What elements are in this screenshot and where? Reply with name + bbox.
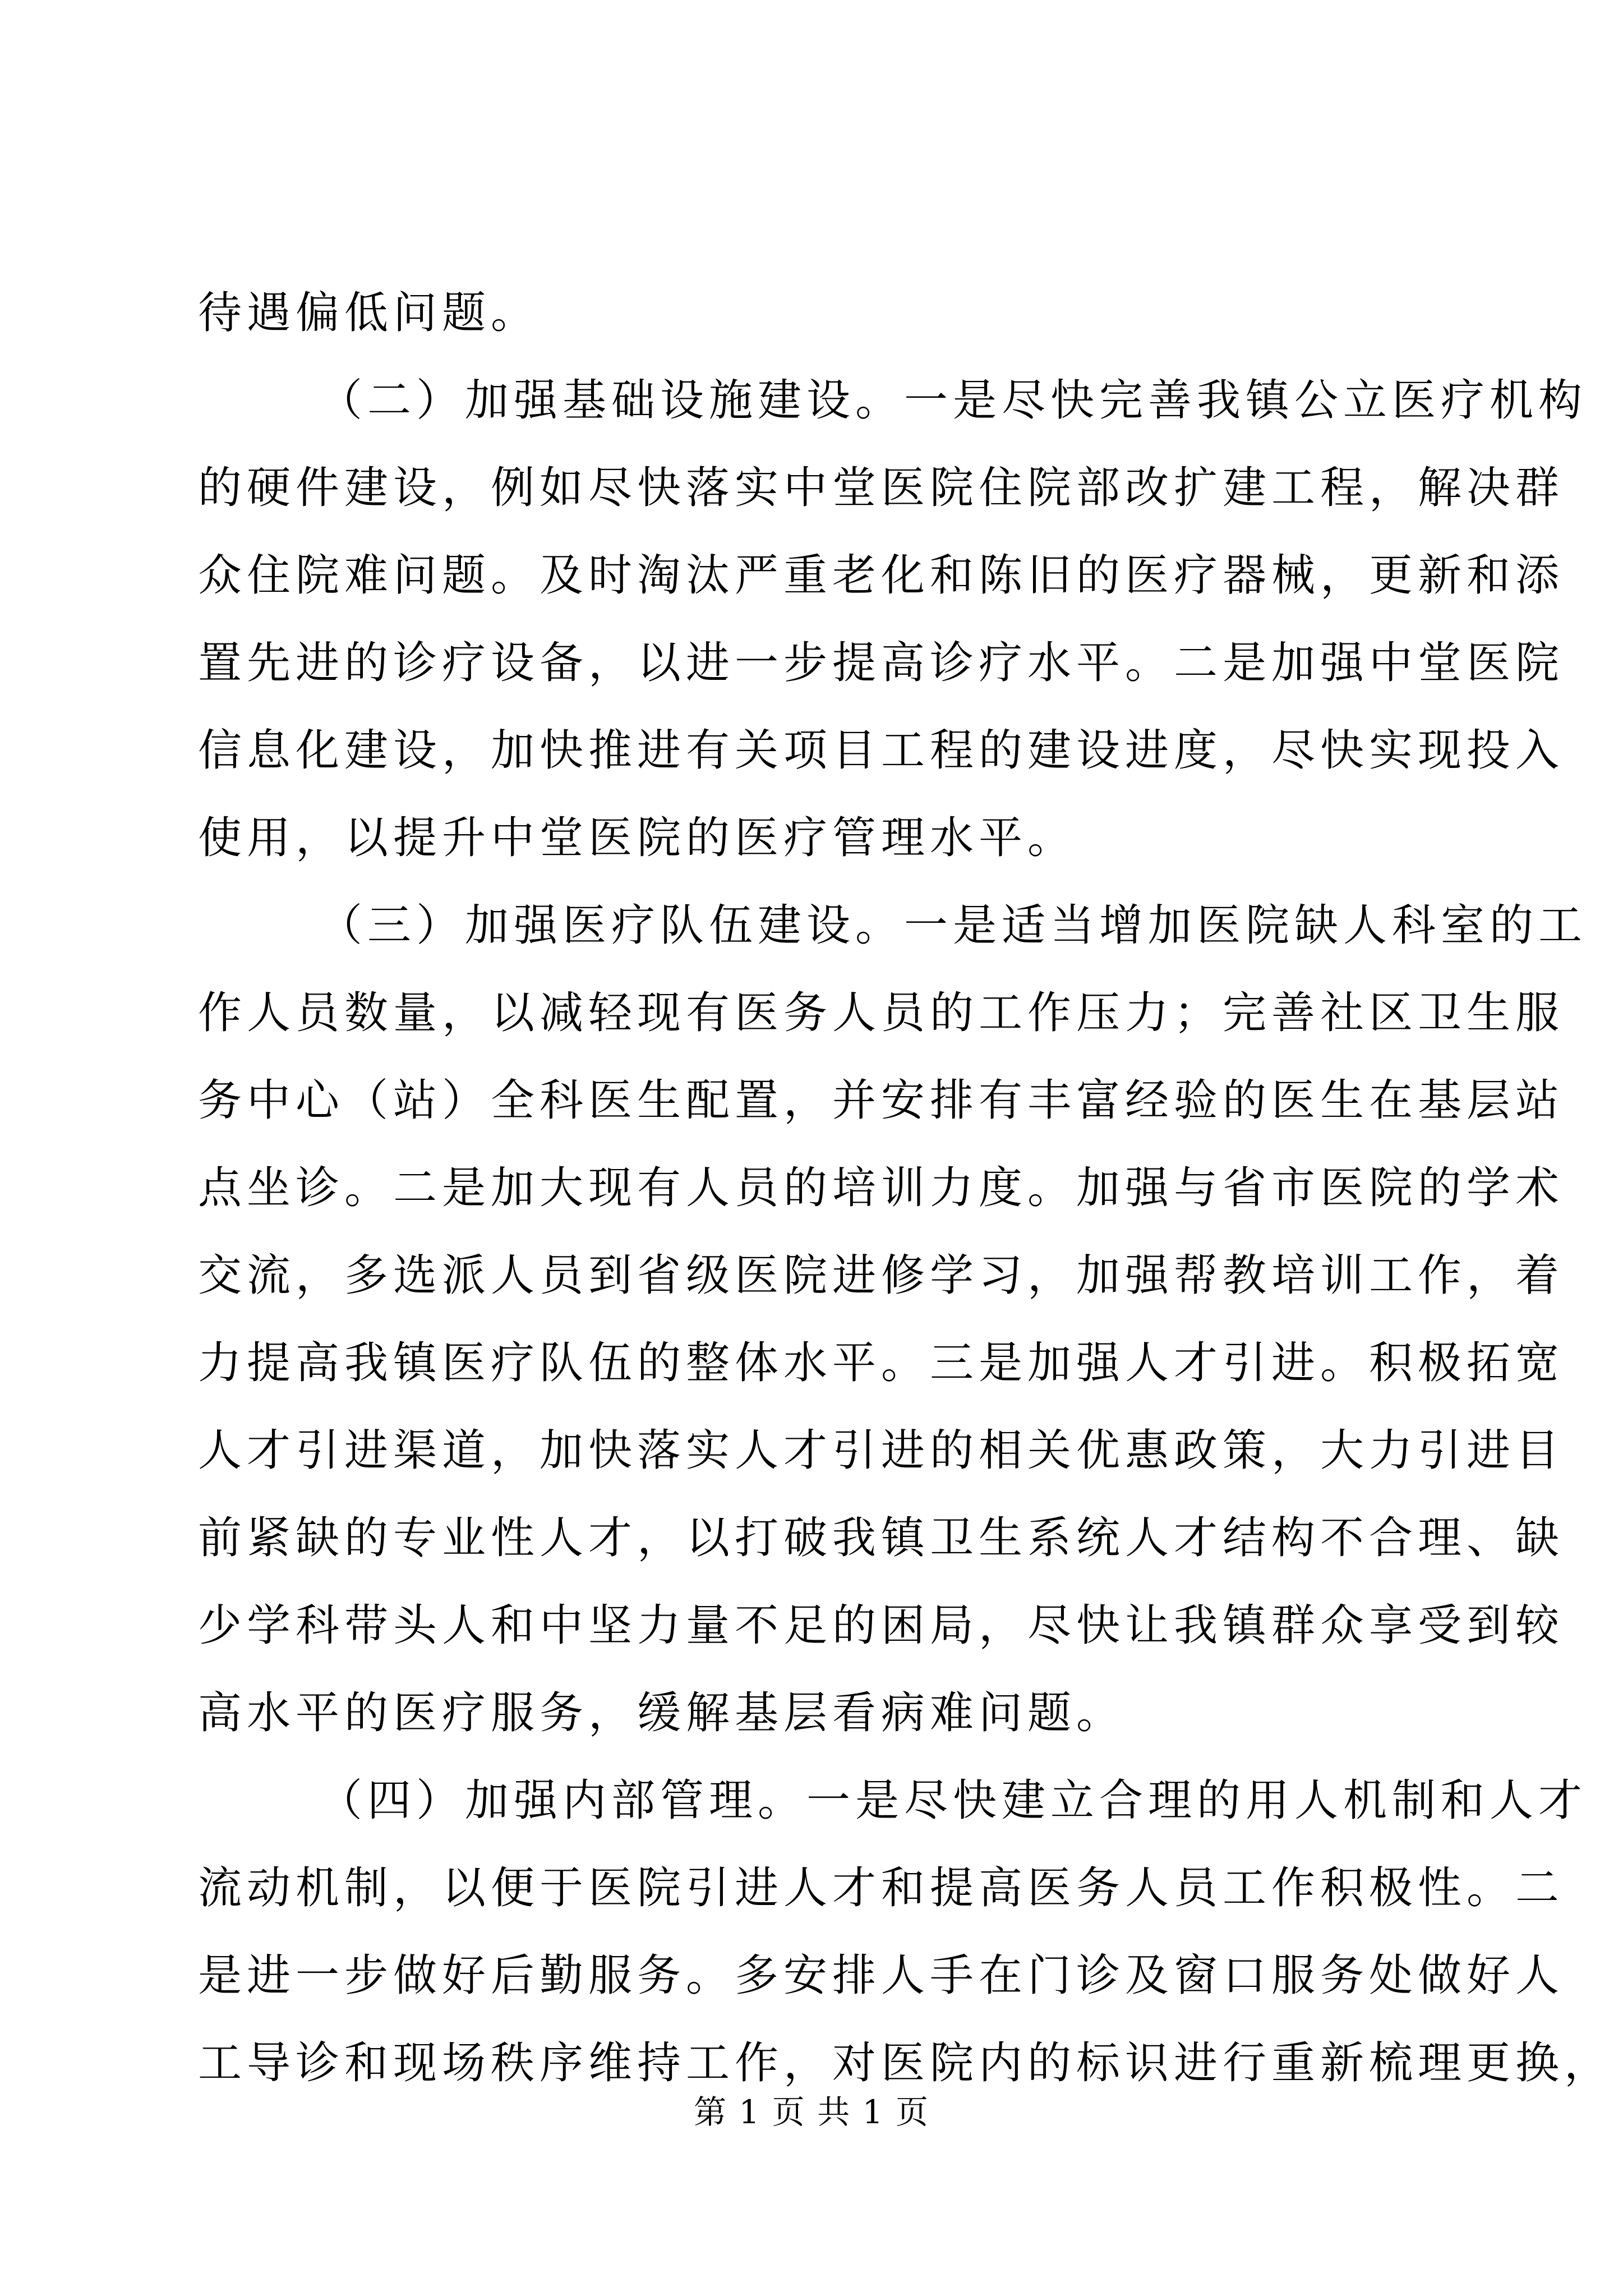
paragraph-line: 使用，以提升中堂医院的医疗管理水平。 (198, 813, 1077, 863)
paragraph-line: 工导诊和现场秩序维持工作，对医院内的标识进行重新梳理更换， (198, 2038, 1613, 2088)
paragraph-line: 前紧缺的专业性人才，以打破我镇卫生系统人才结构不合理、缺 (198, 1513, 1565, 1563)
section-heading-line: （二）加强基础设施建设。一是尽快完善我镇公立医疗机构 (319, 375, 1588, 426)
paragraph-line: 高水平的医疗服务，缓解基层看病难问题。 (198, 1688, 1126, 1738)
paragraph-line: 交流，多选派人员到省级医院进修学习，加强帮教培训工作，着 (198, 1250, 1565, 1301)
paragraph-line: 流动机制，以便于医院引进人才和提高医务人员工作积极性。二 (198, 1863, 1565, 1913)
paragraph-line: 作人员数量，以减轻现有医务人员的工作压力；完善社区卫生服 (198, 988, 1565, 1038)
page-number-footer: 第 1 页 共 1 页 (694, 2093, 929, 2131)
paragraph-line: 是进一步做好后勤服务。多安排人手在门诊及窗口服务处做好人 (198, 1950, 1565, 2001)
document-body (198, 269, 1613, 2107)
section-heading-line: （三）加强医疗队伍建设。一是适当增加医院缺人科室的工 (319, 900, 1588, 951)
paragraph-line: 信息化建设，加快推进有关项目工程的建设进度，尽快实现投入 (198, 725, 1565, 776)
paragraph-line: 人才引进渠道，加快落实人才引进的相关优惠政策，大力引进目 (198, 1425, 1565, 1476)
paragraph-line: 少学科带头人和中坚力量不足的困局，尽快让我镇群众享受到较 (198, 1600, 1565, 1651)
paragraph-line: 众住院难问题。及时淘汰严重老化和陈旧的医疗器械，更新和添 (198, 550, 1565, 601)
paragraph-line: 点坐诊。二是加大现有人员的培训力度。加强与省市医院的学术 (198, 1163, 1565, 1213)
paragraph-line: 置先进的诊疗设备，以进一步提高诊疗水平。二是加强中堂医院 (198, 638, 1565, 688)
paragraph-line: 的硬件建设，例如尽快落实中堂医院住院部改扩建工程，解决群 (198, 463, 1565, 513)
paragraph-line: 力提高我镇医疗队伍的整体水平。三是加强人才引进。积极拓宽 (198, 1338, 1565, 1388)
section-heading-line: （四）加强内部管理。一是尽快建立合理的用人机制和人才 (319, 1775, 1588, 1826)
paragraph-line: 务中心（站）全科医生配置，并安排有丰富经验的医生在基层站 (198, 1075, 1565, 1126)
paragraph-line: 待遇偏低问题。 (198, 288, 540, 338)
